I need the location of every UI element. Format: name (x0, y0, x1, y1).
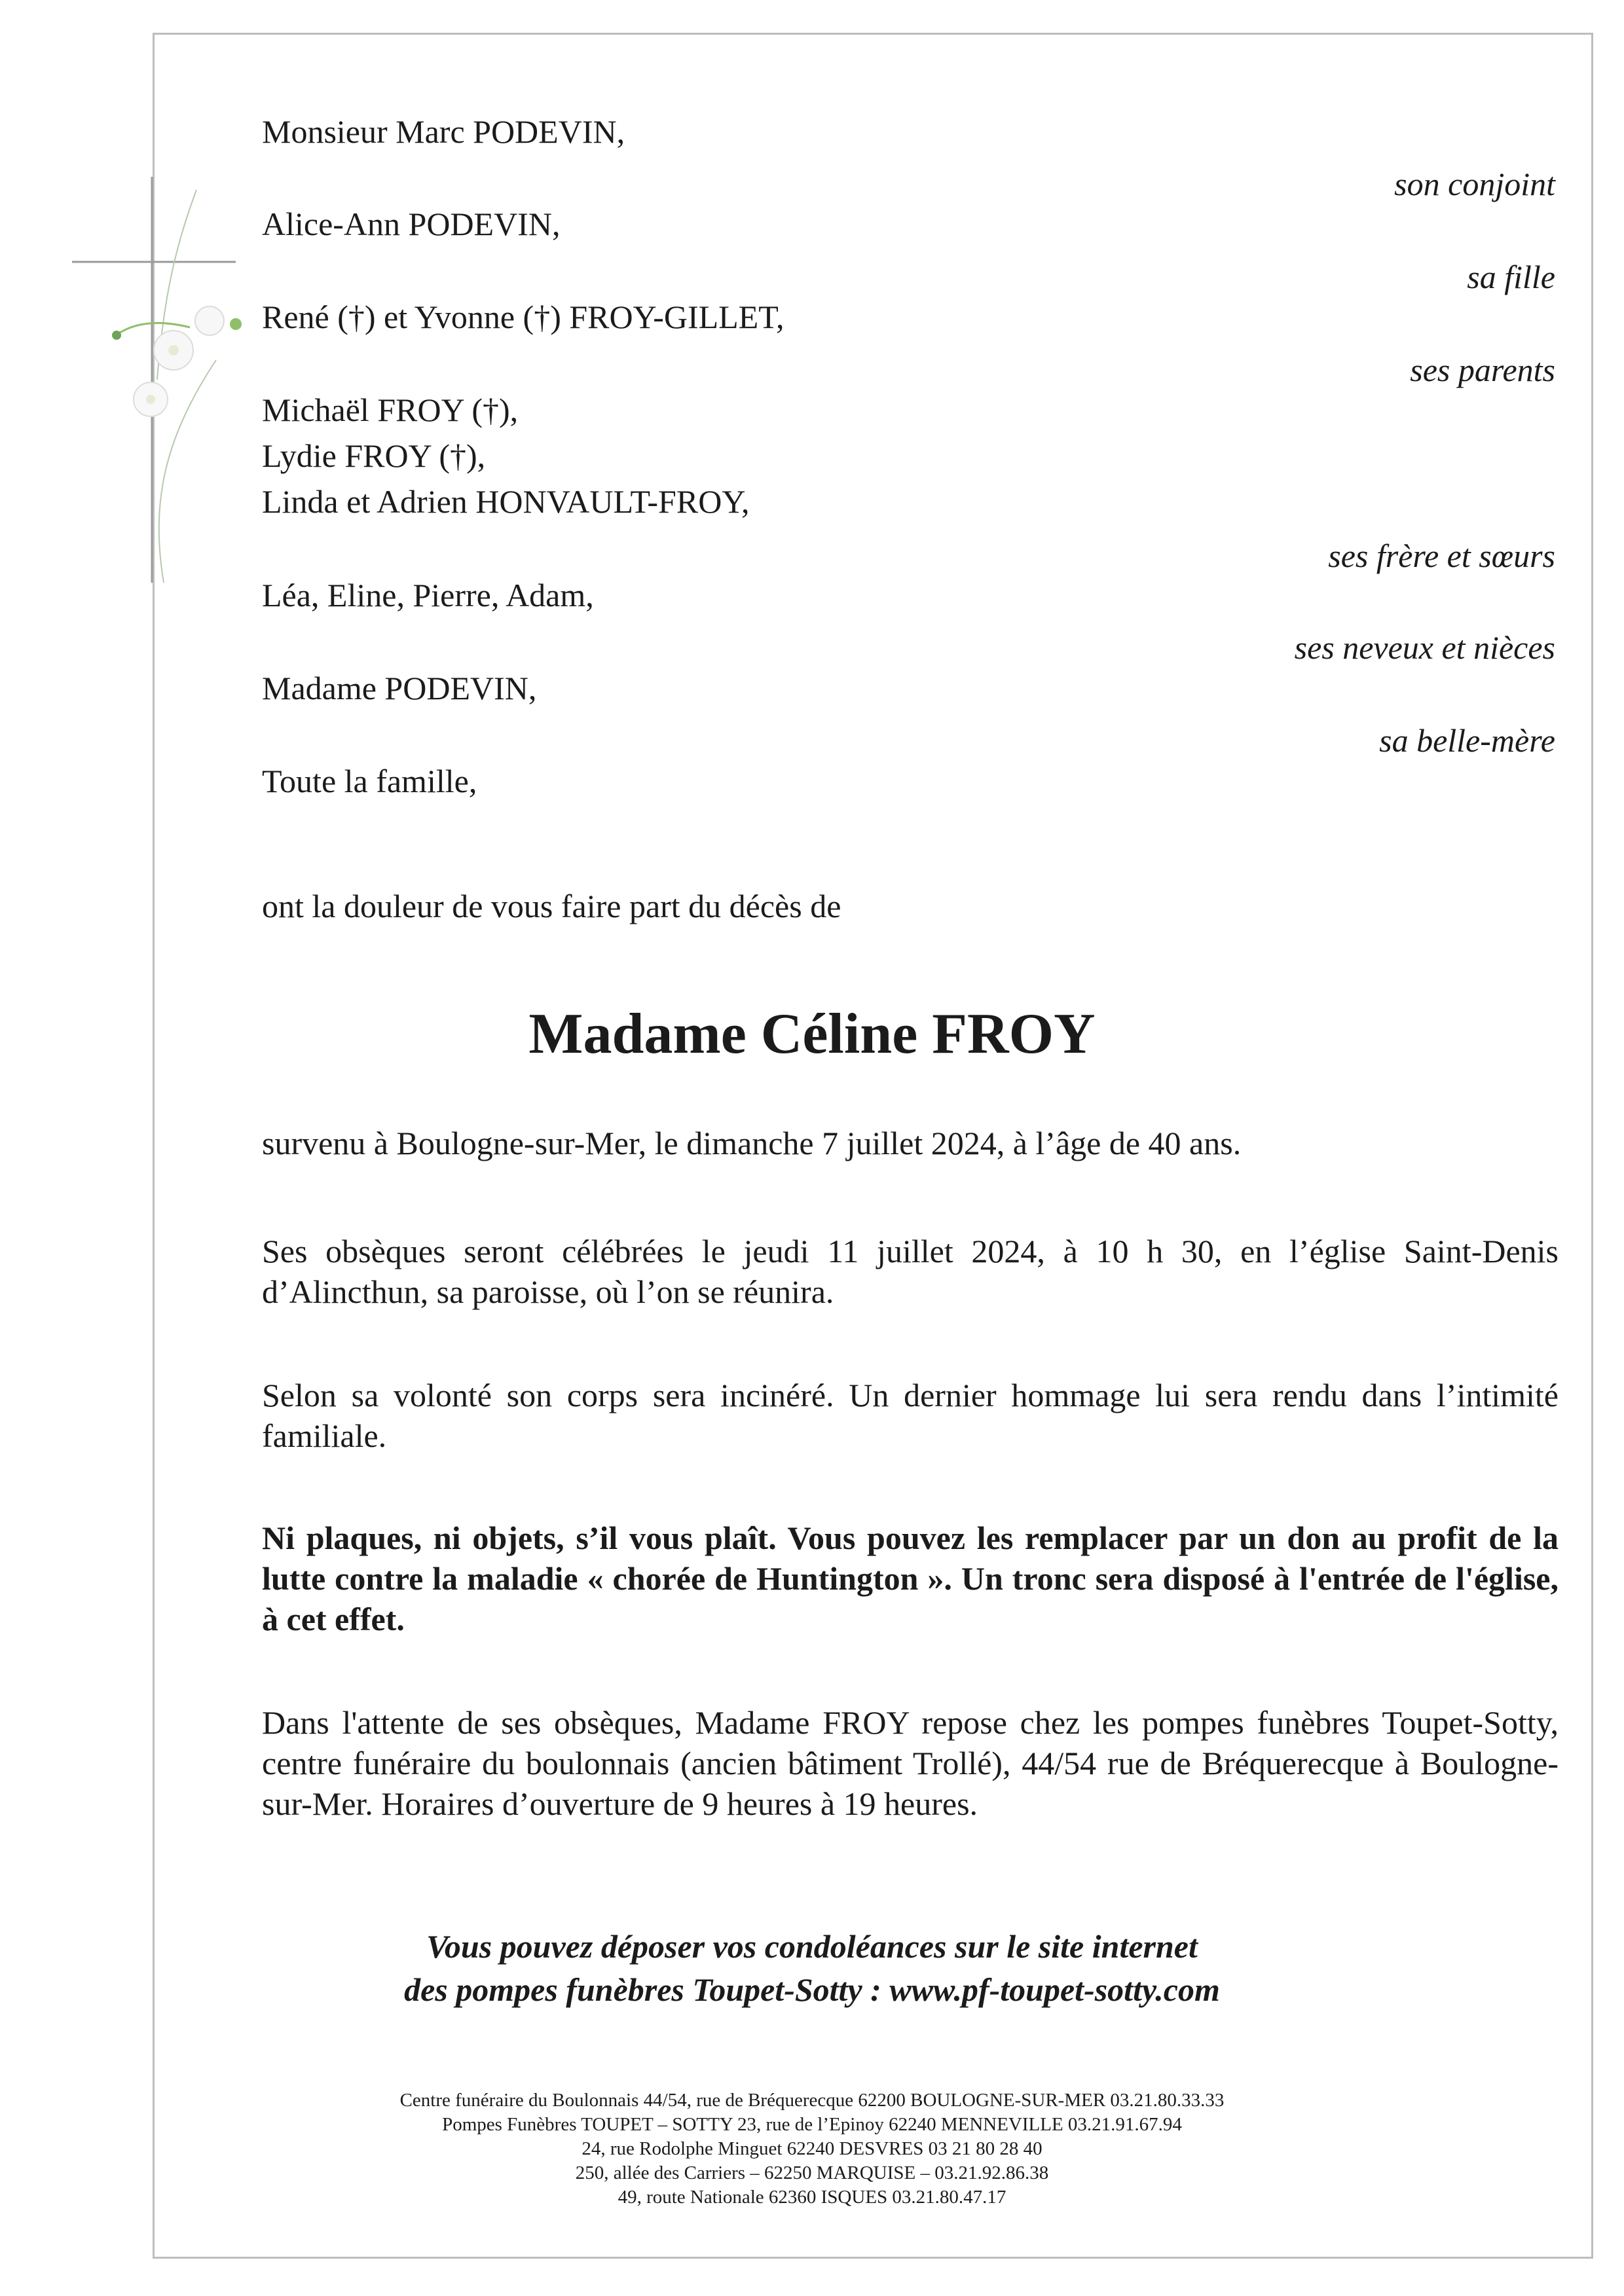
relation-mother-in-law: sa belle-mère (1379, 722, 1555, 759)
footer-line: 49, route Nationale 62360 ISQUES 03.21.80.47.17 (618, 2187, 1006, 2208)
family-name-9: Toute la famille, (262, 763, 477, 799)
donation-paragraph: Ni plaques, ni objets, s’il vous plaît. Vous pouvez les remplacer par un don au profit de la lutte contre la maladie « chorée de Huntington ». Un tronc sera disposé à l'entrée de l'église, à cet effet. (262, 1520, 1559, 1637)
footer-line: Pompes Funèbres TOUPET – SOTTY 23, rue de l’Epinoy 62240 MENNEVILLE 03.21.91.67.94 (442, 2114, 1182, 2135)
relation-spouse: son conjoint (1394, 166, 1555, 202)
footer-line: 24, rue Rodolphe Minguet 62240 DESVRES 03 21 80 28 40 (581, 2138, 1043, 2159)
relation-parents: ses parents (1410, 352, 1555, 388)
family-name-5: Lydie FROY (†), (262, 437, 486, 474)
relation-siblings: ses frère et sœurs (1328, 538, 1555, 574)
footer-line: Centre funéraire du Boulonnais 44/54, rue de Bréquerecque 62200 BOULOGNE-SUR-MER 03.21.80.33.33 (399, 2090, 1225, 2111)
footer-addresses (0, 2088, 1624, 2210)
family-name-7: Léa, Eline, Pierre, Adam, (262, 577, 594, 613)
cremation-paragraph: Selon sa volonté son corps sera incinéré. Un dernier hommage lui sera rendu dans l’intimité familiale. (262, 1377, 1559, 1454)
condolences-line-1: Vous pouvez déposer vos condoléances sur le site internet (426, 1928, 1198, 1965)
family-name-8: Madame PODEVIN, (262, 670, 537, 706)
family-name-3: René (†) et Yvonne (†) FROY-GILLET, (262, 299, 784, 335)
family-name-2: Alice-Ann PODEVIN, (262, 206, 561, 242)
condolences-note (0, 1925, 1624, 2011)
cross-orchid-icon (65, 164, 255, 596)
family-name-6: Linda et Adrien HONVAULT-FROY, (262, 483, 750, 520)
relation-nephews: ses neveux et nièces (1294, 629, 1555, 666)
funeral-paragraph: Ses obsèques seront célébrées le jeudi 11 juillet 2024, à 10 h 30, en l’église Saint-Denis d’Alincthun, sa paroisse, où l’on se réunira. (262, 1233, 1559, 1310)
rest-paragraph: Dans l'attente de ses obsèques, Madame FROY repose chez les pompes funèbres Toupet-Sotty, centre funéraire du boulonnais (ancien bâtiment Trollé), 44/54 rue de Bréquerecque à Boulogne-sur-Mer. Horaires d’ouverture de 9 heures à 19 heures. (262, 1704, 1559, 1822)
announcement-intro: ont la douleur de vous faire part du décès de (262, 888, 841, 924)
footer-line: 250, allée des Carriers – 62250 MARQUISE – 03.21.92.86.38 (575, 2162, 1049, 2183)
relation-daughter: sa fille (1467, 259, 1555, 295)
family-name-4: Michaël FROY (†), (262, 392, 519, 428)
deceased-name: Madame Céline FROY (528, 1002, 1096, 1066)
death-paragraph: survenu à Boulogne-sur-Mer, le dimanche 7 juillet 2024, à l’âge de 40 ans. (262, 1125, 1242, 1161)
family-name-1: Monsieur Marc PODEVIN, (262, 113, 625, 150)
condolences-line-2: des pompes funèbres Toupet-Sotty : www.pf-toupet-sotty.com (404, 1971, 1220, 2008)
